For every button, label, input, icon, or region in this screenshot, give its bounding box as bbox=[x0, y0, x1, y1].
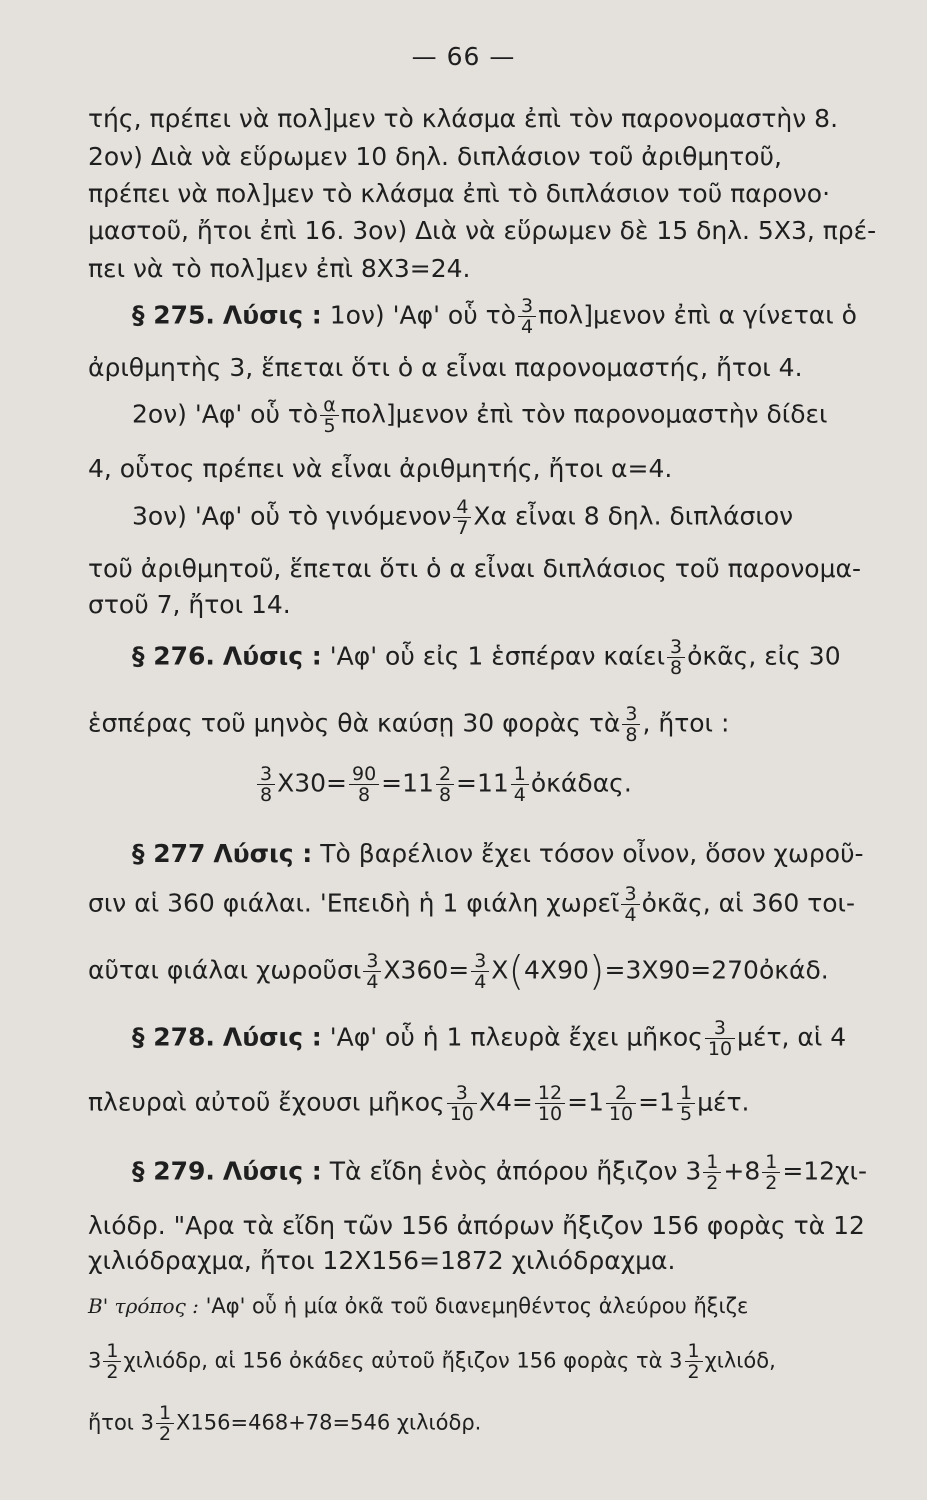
fraction bbox=[705, 1018, 735, 1059]
denominator: 4 bbox=[520, 316, 534, 338]
denominator: 2 bbox=[765, 1172, 778, 1194]
section-277-line-2 bbox=[88, 884, 899, 925]
text-fragment: 1ον) 'Αφ' οὗ τὸ bbox=[329, 300, 516, 330]
text-fragment: ἤτοι 3 bbox=[88, 1410, 154, 1435]
text-fragment: ἑσπέρας τοῦ μηνὸς θὰ καύσῃ 30 φορὰς τὰ bbox=[88, 708, 621, 738]
numerator: 3 bbox=[363, 951, 381, 972]
text-fragment: =1 bbox=[638, 1087, 675, 1117]
fraction bbox=[349, 764, 379, 805]
text-fragment: πολ]μενον ἐπὶ τὸν παρονομαστὴν δίδει bbox=[340, 399, 828, 429]
denominator: 8 bbox=[358, 784, 371, 806]
numerator: 1 bbox=[511, 764, 529, 785]
text-fragment: 4X90 bbox=[524, 955, 589, 985]
numerator: 4 bbox=[453, 497, 471, 518]
fraction bbox=[621, 884, 639, 925]
numerator: 2 bbox=[606, 1083, 636, 1104]
section-278-line-1 bbox=[132, 1018, 899, 1059]
numerator: 3 bbox=[667, 637, 685, 658]
denominator: 8 bbox=[438, 784, 452, 806]
numerator: 1 bbox=[685, 1341, 703, 1362]
method-b-line-2 bbox=[88, 1341, 899, 1382]
numerator: 3 bbox=[518, 296, 536, 317]
text-fragment: μέτ, αἱ 4 bbox=[737, 1022, 847, 1052]
text-line: χιλιόδραχμα, ἤτοι 12X156=1872 χιλιόδραχμα. bbox=[88, 1246, 676, 1275]
text-fragment: =3X90=270ὀκάδ. bbox=[604, 955, 829, 985]
fraction bbox=[606, 1083, 636, 1124]
text-fragment: X360= bbox=[383, 955, 470, 985]
numerator: 2 bbox=[436, 764, 454, 785]
denominator: 10 bbox=[608, 1103, 634, 1125]
text-fragment: X30= bbox=[277, 768, 347, 798]
denominator: 4 bbox=[624, 904, 637, 926]
text-line: λιόδρ. "Αρα τὰ εἴδη τῶν 156 ἀπόρων ἤξιζον 156 φορὰς τὰ 12 bbox=[88, 1211, 865, 1240]
fraction bbox=[103, 1341, 121, 1382]
fraction bbox=[363, 951, 381, 992]
fraction bbox=[156, 1403, 174, 1444]
text-fragment: =12χι- bbox=[782, 1156, 868, 1186]
text-fragment: 'Αφ' οὗ ἡ μία ὀκᾶ τοῦ διανεμηθέντος ἀλεύρου ἤξιζε bbox=[205, 1294, 749, 1318]
denominator: 10 bbox=[707, 1038, 733, 1060]
numerator: 1 bbox=[103, 1341, 121, 1362]
text-fragment: πολ]μενον ἐπὶ α γίνεται ὁ bbox=[538, 300, 857, 330]
text-fragment: 2ον) 'Αφ' οὗ τὸ bbox=[132, 399, 319, 429]
numerator: 12 bbox=[535, 1083, 565, 1104]
text-fragment: =11 bbox=[456, 768, 509, 798]
denominator: 10 bbox=[537, 1103, 563, 1125]
right-paren: ) bbox=[588, 948, 605, 995]
section-275-line-3 bbox=[132, 395, 899, 436]
text-fragment: πλευραὶ αὐτοῦ ἔχουσι μῆκος bbox=[88, 1087, 445, 1117]
denominator: 8 bbox=[670, 657, 683, 679]
page-number: — 66 — bbox=[411, 42, 516, 71]
numerator: 3 bbox=[622, 704, 640, 725]
text-line: 2ον) Διὰ νὰ εὕρωμεν 10 δηλ. διπλάσιον τοῦ ἀριθμητοῦ, bbox=[88, 142, 782, 171]
text-fragment: ὀκᾶς, αἱ 360 τοι- bbox=[641, 888, 856, 918]
numerator: α bbox=[320, 395, 339, 416]
section-heading: Λύσις : bbox=[222, 1156, 322, 1186]
text-fragment: χιλιόδ, bbox=[704, 1348, 776, 1373]
text-fragment: X bbox=[491, 955, 509, 985]
fraction bbox=[677, 1083, 695, 1124]
text-line: 4, οὗτος πρέπει νὰ εἶναι ἀριθμητής, ἤτοι α=4. bbox=[88, 454, 673, 483]
numerator: 90 bbox=[349, 764, 379, 785]
text-fragment: ὀκάδας. bbox=[530, 768, 632, 798]
numerator: 3 bbox=[705, 1018, 735, 1039]
denominator: 8 bbox=[625, 724, 638, 746]
text-fragment: μέτ. bbox=[697, 1087, 750, 1117]
section-276-line-1 bbox=[132, 637, 899, 678]
numerator: 1 bbox=[703, 1152, 721, 1173]
fraction bbox=[320, 395, 339, 436]
text-line: τής, πρέπει νὰ πολ]μεν τὸ κλάσμα ἐπὶ τὸν παρονομαστὴν 8. bbox=[88, 104, 839, 133]
text-fragment: 'Αφ' οὗ εἰς 1 ἑσπέραν καίει bbox=[329, 641, 666, 671]
section-277-line-3 bbox=[88, 948, 899, 995]
denominator: 2 bbox=[106, 1361, 119, 1383]
section-number: § 277 bbox=[132, 839, 206, 868]
section-279-line-1 bbox=[132, 1152, 899, 1193]
fraction bbox=[685, 1341, 703, 1382]
text-fragment: 3 bbox=[88, 1348, 102, 1373]
method-b-line-3 bbox=[88, 1403, 899, 1444]
numerator: 3 bbox=[471, 951, 489, 972]
fraction bbox=[703, 1152, 721, 1193]
text-fragment: αῦται φιάλαι χωροῦσι bbox=[88, 955, 362, 985]
denominator: 4 bbox=[474, 971, 487, 993]
denominator: 4 bbox=[513, 784, 526, 806]
fraction bbox=[471, 951, 489, 992]
text-fragment: χιλιόδρ, αἱ 156 ὀκάδες αὐτοῦ ἤξιζον 156 φορὰς τὰ 3 bbox=[123, 1348, 683, 1373]
numerator: 3 bbox=[621, 884, 639, 905]
text-fragment: 3ον) 'Αφ' οὗ τὸ γινόμενον bbox=[132, 501, 452, 531]
text-line: μαστοῦ, ἤτοι ἐπὶ 16. 3ον) Διὰ νὰ εὕρωμεν δὲ 15 δηλ. 5X3, πρέ- bbox=[88, 216, 877, 245]
text-fragment: ὀκᾶς, εἰς 30 bbox=[687, 641, 841, 671]
fraction bbox=[453, 497, 471, 538]
section-278-line-2 bbox=[88, 1083, 899, 1124]
section-number: § 275. bbox=[132, 300, 215, 330]
fraction bbox=[511, 764, 529, 805]
section-heading: Λύσις : bbox=[222, 1022, 322, 1052]
section-277-line-1 bbox=[132, 838, 899, 870]
numerator: 1 bbox=[677, 1083, 695, 1104]
text-line: στοῦ 7, ἤτοι 14. bbox=[88, 590, 291, 619]
numerator: 3 bbox=[447, 1083, 477, 1104]
text-line: πρέπει νὰ πολ]μεν τὸ κλάσμα ἐπὶ τὸ διπλάσιον τοῦ παρονο· bbox=[88, 179, 831, 208]
denominator: 2 bbox=[706, 1172, 719, 1194]
text-line: τοῦ ἀριθμητοῦ, ἕπεται ὅτι ὁ α εἶναι διπλάσιος τοῦ παρονομα- bbox=[88, 554, 861, 583]
denominator: 2 bbox=[158, 1423, 172, 1445]
section-275-line-5 bbox=[132, 497, 899, 538]
text-line: πει νὰ τὸ πολ]μεν ἐπὶ 8X3=24. bbox=[88, 254, 471, 283]
text-line: ἀριθμητὴς 3, ἕπεται ὅτι ὁ α εἶναι παρονομαστής, ἤτοι 4. bbox=[88, 353, 803, 382]
text-fragment: , ἤτοι : bbox=[642, 708, 730, 738]
section-number: § 279. bbox=[132, 1156, 215, 1186]
text-fragment: σιν αἱ 360 φιάλαι. 'Επειδὴ ἡ 1 φιάλη χωρεῖ bbox=[88, 888, 620, 918]
text-fragment: X156=468+78=546 χιλιόδρ. bbox=[176, 1410, 482, 1435]
numerator: 1 bbox=[156, 1403, 174, 1424]
text-fragment: X4= bbox=[478, 1087, 533, 1117]
denominator: 2 bbox=[687, 1361, 700, 1383]
denominator: 5 bbox=[679, 1103, 693, 1125]
fraction bbox=[257, 764, 275, 805]
denominator: 5 bbox=[323, 415, 336, 437]
fraction bbox=[622, 704, 640, 745]
section-276-line-2 bbox=[88, 704, 899, 745]
fraction bbox=[436, 764, 454, 805]
section-number: § 276. bbox=[132, 641, 215, 671]
denominator: 4 bbox=[366, 971, 379, 993]
denominator: 7 bbox=[456, 517, 469, 539]
denominator: 10 bbox=[449, 1103, 474, 1125]
numerator: 1 bbox=[762, 1152, 780, 1173]
fraction bbox=[762, 1152, 780, 1193]
fraction bbox=[535, 1083, 565, 1124]
method-heading: Β' τρόπος : bbox=[88, 1294, 199, 1318]
section-heading: Λύσις : bbox=[213, 839, 313, 868]
text-fragment: =11 bbox=[381, 768, 434, 798]
fraction bbox=[667, 637, 685, 678]
method-b-line-1 bbox=[88, 1290, 899, 1322]
text-fragment: Xα εἶναι 8 δηλ. διπλάσιον bbox=[473, 501, 794, 531]
denominator: 8 bbox=[260, 784, 273, 806]
equation-276 bbox=[255, 764, 899, 805]
section-number: § 278. bbox=[132, 1022, 215, 1052]
left-paren: ( bbox=[508, 948, 525, 995]
text-fragment: =1 bbox=[567, 1087, 604, 1117]
section-heading: Λύσις : bbox=[222, 641, 322, 671]
numerator: 3 bbox=[257, 764, 275, 785]
section-275-line-1 bbox=[132, 296, 899, 337]
text-fragment: Τὸ βαρέλιον ἔχει τόσον οἶνον, ὅσον χωροῦ- bbox=[320, 839, 864, 868]
fraction bbox=[447, 1083, 477, 1124]
text-fragment: Τὰ εἴδη ἑνὸς ἀπόρου ἤξιζον 3 bbox=[329, 1156, 702, 1186]
text-fragment: 'Αφ' οὗ ἡ 1 πλευρὰ ἔχει μῆκος bbox=[329, 1022, 703, 1052]
text-fragment: +8 bbox=[723, 1156, 761, 1186]
section-heading: Λύσις : bbox=[222, 300, 322, 330]
fraction bbox=[518, 296, 536, 337]
